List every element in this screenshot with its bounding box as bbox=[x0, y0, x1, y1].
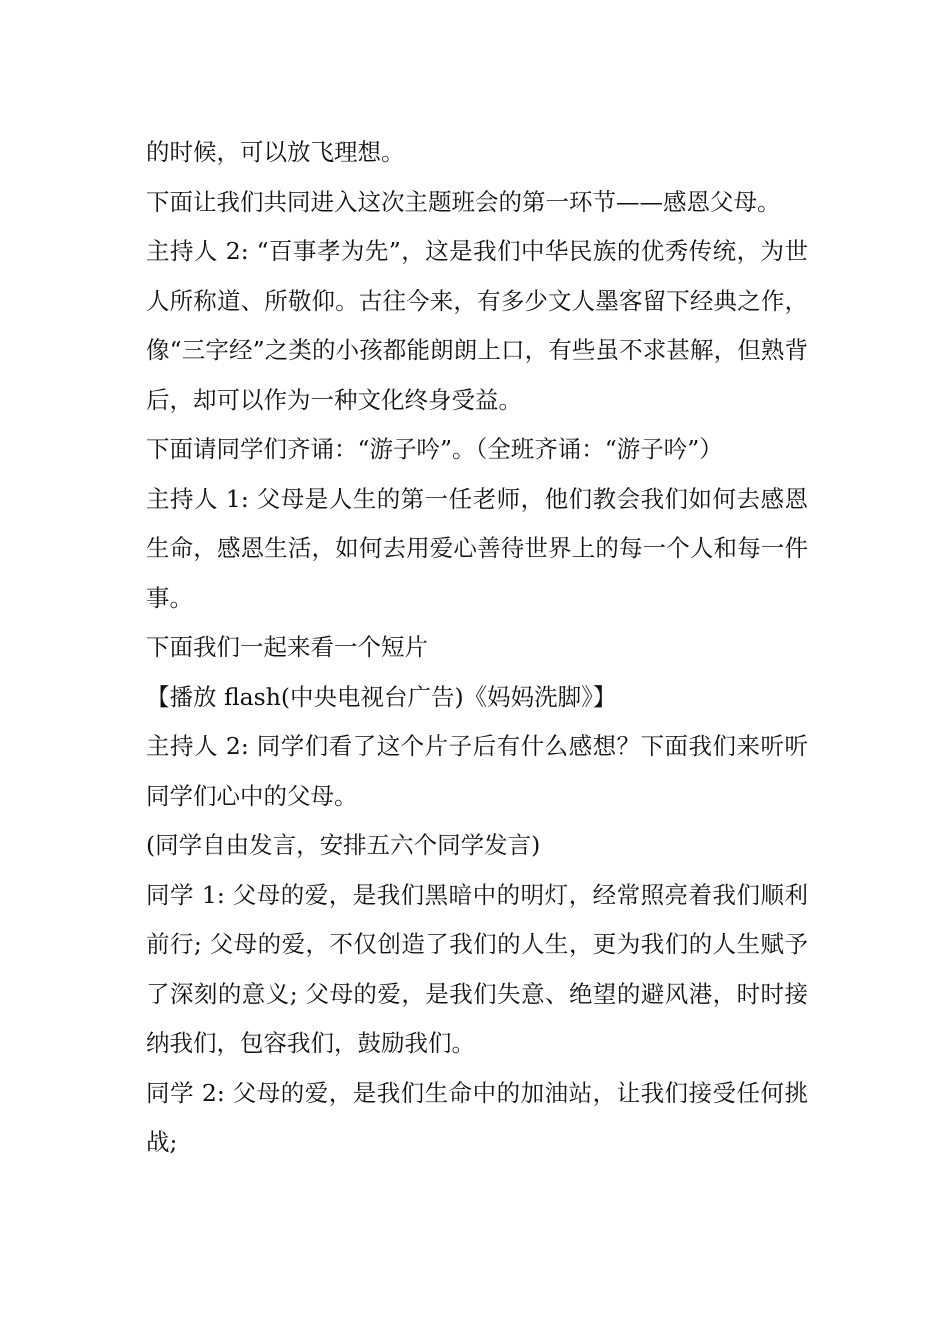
paragraph-gratitude-intro: 下面让我们共同进入这次主题班会的第一环节——感恩父母。 bbox=[146, 187, 781, 216]
paragraph-host1-teacher: 主持人 1: 父母是人生的第一任老师，他们教会我们如何去感恩生命，感恩生活，如何去用爱心善待世界上的每一个人和每一件事。 bbox=[146, 484, 808, 612]
paragraph-student2: 同学 2: 父母的爱，是我们生命中的加油站，让我们接受任何挑战; bbox=[146, 1078, 808, 1156]
paragraph-recitation: 下面请同学们齐诵：“游子吟”。（全班齐诵：“游子吟”） bbox=[146, 435, 723, 463]
document-body bbox=[146, 128, 808, 1168]
paragraph-student1: 同学 1: 父母的爱，是我们黑暗中的明灯，经常照亮着我们顺利前行; 父母的爱，不仅创造了我们的人生，更为我们的人生赋予了深刻的意义; 父母的爱，是我们失意、绝望的避风港，时时接纳我们，包容我们，鼓励我们。 bbox=[146, 880, 808, 1057]
paragraph-host2-feelings: 主持人 2: 同学们看了这个片子后有什么感想？下面我们来听听同学们心中的父母。 bbox=[146, 732, 808, 810]
paragraph-short-film: 下面我们一起来看一个短片 bbox=[146, 633, 428, 661]
paragraph-free-speech: (同学自由发言，安排五六个同学发言) bbox=[146, 831, 541, 859]
paragraph-play-flash: 【播放 flash(中央电视台广告)《妈妈洗脚》】 bbox=[146, 682, 617, 711]
paragraph-host2-filial: 主持人 2: “百事孝为先”，这是我们中华民族的优秀传统，为世人所称道、所敬仰。古往今来，有多少文人墨客留下经典之作，像“三字经”之类的小孩都能朗朗上口，有些虽不求甚解，但熟背后，却可以作为一种文化终身受益。 bbox=[146, 237, 808, 414]
paragraph-continuation: 的时候，可以放飞理想。 bbox=[146, 138, 405, 166]
